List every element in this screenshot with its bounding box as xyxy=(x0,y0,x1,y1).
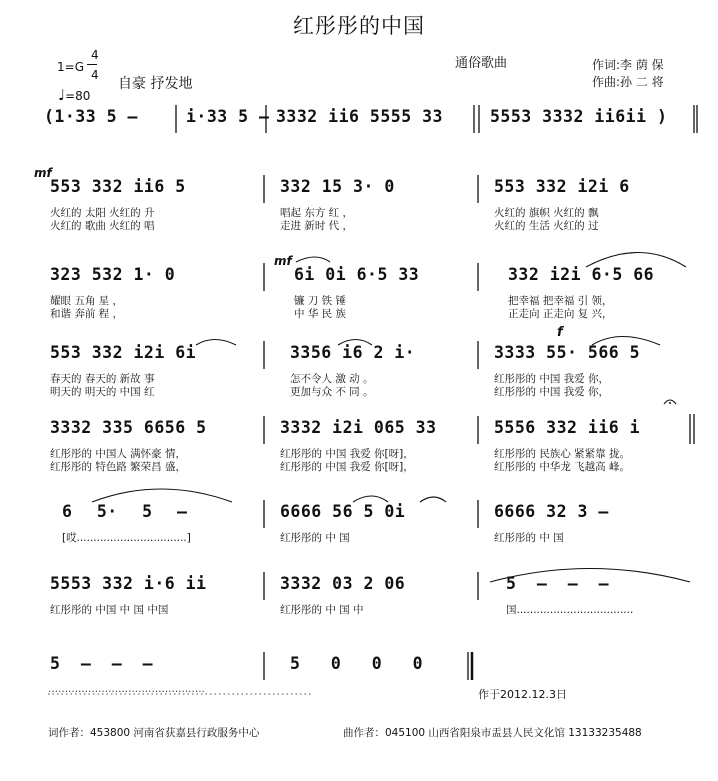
lyric-r6-1-v1: [哎.................................] xyxy=(62,532,191,544)
dynamic-f: f xyxy=(557,325,563,340)
lyric-r6-3-v1: 红彤彤的 中 国 xyxy=(494,532,564,544)
lyric-r2-3-v1: 火红的 旗帜 火红的 飘 xyxy=(494,207,599,219)
lyric-r4-3-v1: 红彤彤的 中国 我爱 你， xyxy=(494,373,610,385)
lyric-r3-2-v2: 中 华 民 族 xyxy=(294,308,347,320)
lyric-r2-2-v2: 走进 新时 代 ， xyxy=(280,220,354,232)
lyric-r5-2-v2: 红彤彤的 中国 我爱 你[呀]， xyxy=(280,461,414,473)
measure-r7-1: 5553 332 i·6 ii xyxy=(50,574,207,593)
lyricist-credit: 作词:李 荫 保 xyxy=(592,58,664,72)
lyric-r2-1-v2: 火红的 歌曲 火红的 唱 xyxy=(50,220,155,232)
measure-r1-3: 3332 ii6 5555 33 xyxy=(276,107,443,126)
measure-r4-3: 3333 55· 566 5 xyxy=(494,343,641,362)
measure-r6-1: 6 5· 5 – xyxy=(62,502,188,521)
measure-r1-2: i·33 5 – xyxy=(186,107,270,126)
lyric-r5-1-v2: 红彤彤的 特色路 繁荣昌 盛， xyxy=(50,461,187,473)
lyric-r2-2-v1: 唱起 东方 红 ， xyxy=(280,207,354,219)
measure-r8-1: 5 – – – xyxy=(50,654,154,673)
lyric-r4-2-v2: 更加与众 不 同 。 xyxy=(290,386,374,398)
measure-r6-3: 6666 32 3 – xyxy=(494,502,609,521)
lyric-r5-3-v1: 红彤彤的 民族心 紧紧靠 拢。 xyxy=(494,448,631,460)
measure-r6-2: 6666 56 5 0i xyxy=(280,502,406,521)
lyric-r4-3-v2: 红彤彤的 中国 我爱 你， xyxy=(494,386,610,398)
measure-r8-2: 5 0 0 0 xyxy=(290,654,424,673)
measure-r1-4: 5553 3332 ii6ii ) xyxy=(490,107,668,126)
dynamic-mf-2: mf xyxy=(274,254,292,268)
measure-r4-2: 3356 i6 2 i· xyxy=(290,343,416,362)
lyric-r4-2-v1: 怎不令人 激 动 。 xyxy=(290,373,374,385)
composer-credit: 作曲:孙 二 将 xyxy=(592,75,664,89)
lyric-r8-1-v1: ............................................... xyxy=(48,683,205,695)
measure-r7-3: 5 – – – xyxy=(506,574,610,593)
lyric-r5-2-v1: 红彤彤的 中国 我爱 你[呀]， xyxy=(280,448,414,460)
measure-r7-2: 3332 03 2 06 xyxy=(280,574,406,593)
lyric-r4-1-v1: 春天的 春天的 新故 事 xyxy=(50,373,155,385)
lyric-r2-3-v2: 火红的 生活 火红的 过 xyxy=(494,220,599,232)
lyric-r2-1-v1: 火红的 太阳 火红的 升 xyxy=(50,207,155,219)
measure-r5-1: 3332 335 6656 5 xyxy=(50,418,207,437)
lyric-r6-2-v1: 红彤彤的 中 国 xyxy=(280,532,350,544)
tempo-value: =80 xyxy=(65,89,91,103)
lyric-r3-2-v1: 镰 刀 铁 锤 xyxy=(294,295,347,307)
time-signature-bottom: 4 xyxy=(91,68,99,82)
lyric-r3-3-v2: 正走向 正走向 复 兴， xyxy=(508,308,613,320)
measure-r1-1: (1·33 5 – xyxy=(44,107,138,126)
song-title: 红彤彤的中国 xyxy=(293,14,425,38)
measure-r5-2: 3332 i2i 065 33 xyxy=(280,418,437,437)
dynamic-mf: mf xyxy=(34,166,52,180)
lyric-r7-3-v1: 国................................... xyxy=(506,604,634,616)
measure-r2-3: 553 332 i2i 6 xyxy=(494,177,630,196)
measure-r5-3: 5556 332 ii6 i xyxy=(494,418,641,437)
lyric-r7-2-v1: 红彤彤的 中 国 中 xyxy=(280,604,364,616)
lyric-r5-1-v1: 红彤彤的 中国人 满怀豪 情， xyxy=(50,448,187,460)
measure-r3-3: 332 i2i 6·5 66 xyxy=(508,265,655,284)
quarter-note-icon: ♩ xyxy=(58,86,66,104)
lyric-r3-1-v2: 和谐 奔前 程 ， xyxy=(50,308,124,320)
genre-label: 通俗歌曲 xyxy=(455,56,508,71)
measure-r4-1: 553 332 i2i 6i xyxy=(50,343,197,362)
composition-date: 作于2012.12.3日 xyxy=(478,688,567,701)
lyric-r7-1-v1: 红彤彤的 中国 中 国 中国 xyxy=(50,604,169,616)
footer-composer: 曲作者：045100 山西省阳泉市盂县人民文化馆 13133235488 xyxy=(343,727,642,739)
lyric-r3-3-v1: 把幸福 把幸福 引 领， xyxy=(508,295,613,307)
measure-r2-2: 332 15 3· 0 xyxy=(280,177,395,196)
measure-r2-1: 553 332 ii6 5 xyxy=(50,177,186,196)
measure-r3-2: 6i 0i 6·5 33 xyxy=(294,265,420,284)
time-signature-top: 4 xyxy=(91,48,99,62)
key-signature: 1=G xyxy=(57,60,84,74)
expression-mark: 自豪 抒发地 xyxy=(118,76,193,92)
footer-lyricist: 词作者：453800 河南省获嘉县行政服务中心 xyxy=(48,727,260,739)
measure-r3-1: 323 532 1· 0 xyxy=(50,265,176,284)
lyric-r3-1-v1: 耀眼 五角 星 ， xyxy=(50,295,124,307)
lyric-r4-1-v2: 明天的 明天的 中国 红 xyxy=(50,386,155,398)
lyric-r5-3-v2: 红彤彤的 中华龙 飞越高 峰。 xyxy=(494,461,631,473)
